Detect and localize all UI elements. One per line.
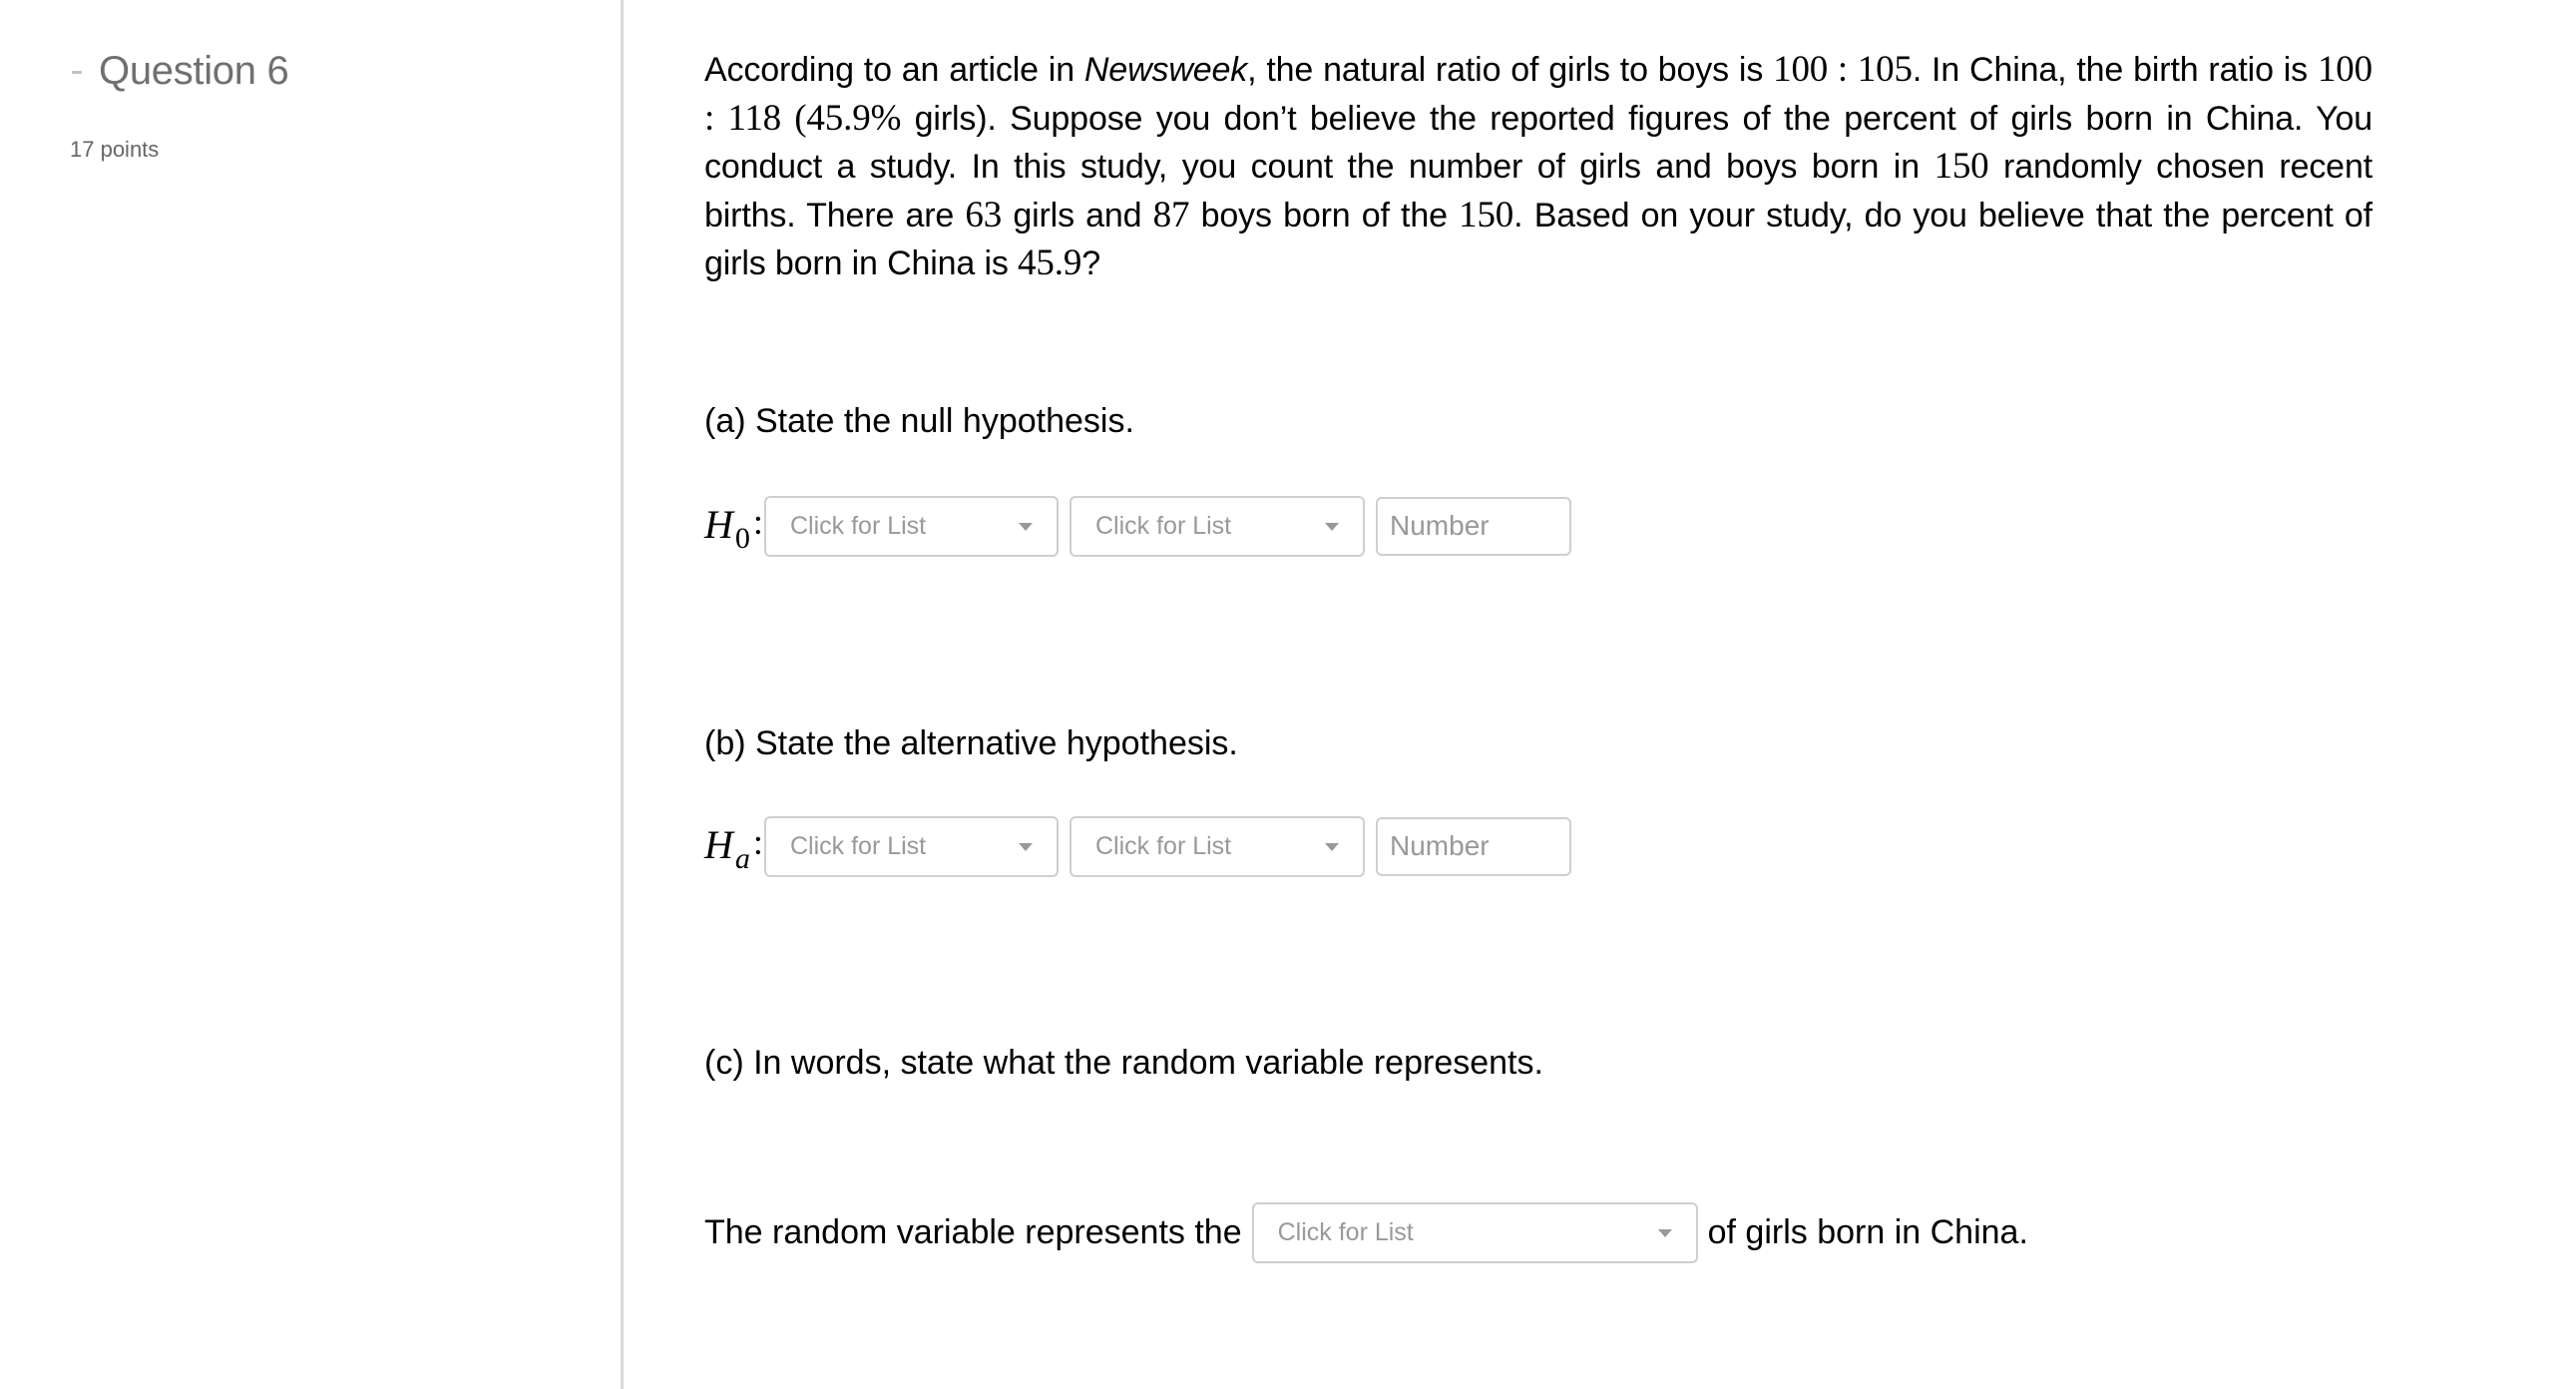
problem-text: . Based on your study, do you believe that the percent of girls born in China is [704,196,2372,282]
h-letter: H [704,821,733,867]
problem-text: girls and [1002,196,1153,234]
null-operator-dropdown[interactable] [1070,496,1365,557]
sentence-before-text: The random variable represents the [704,1212,1242,1251]
problem-text: randomly chosen recent births. There are [704,148,2372,234]
chevron-down-icon [1325,843,1339,851]
h-subscript: a [734,841,750,875]
alternative-operator-dropdown[interactable] [1070,816,1365,877]
alternative-value-number-input[interactable] [1376,817,1571,876]
problem-text: , the natural ratio of girls to boys is [1247,51,1774,89]
dropdown-placeholder: Click for List [790,511,927,540]
question-title: Question 6 [99,49,289,93]
null-hypothesis-row [704,495,1571,557]
part-b-prompt: (b) State the alternative hypothesis. [704,724,1238,762]
math-china-ratio: 100 : 118 (45.9% [704,49,2373,139]
minus-dash-icon[interactable] [72,71,82,74]
sidebar-divider [621,0,624,1389]
chevron-down-icon [1658,1229,1672,1237]
math-natural-ratio: 100 : 105 [1773,49,1913,90]
problem-text: girls). Suppose you don’t believe the reported figures of the percent of girls born in China. You conduct a study. In this study, you count the number of girls and boys born in [704,99,2373,186]
math-sample-size: 150 [1933,146,1989,187]
part-a-prompt: (a) State the null hypothesis. [704,402,1134,440]
problem-text: boys born of the [1189,196,1460,234]
alternative-hypothesis-row [704,815,1571,877]
h-letter: H [704,501,733,547]
chevron-down-icon [1325,523,1339,531]
random-variable-dropdown[interactable] [1252,1202,1698,1263]
null-parameter-dropdown[interactable] [764,496,1059,557]
math-girls-count: 63 [965,194,1003,235]
question-sidebar [0,0,622,1389]
magazine-name: Newsweek [1083,51,1248,89]
chevron-down-icon [1019,523,1033,531]
alternative-hypothesis-symbol [704,821,764,875]
colon: : [752,821,763,862]
h-subscript: 0 [734,521,750,555]
part-c-prompt: (c) In words, state what the random variable represents. [704,1044,1543,1082]
dropdown-placeholder: Click for List [1277,1217,1414,1246]
sentence-after-text: of girls born in China. [1707,1212,2028,1251]
problem-statement [704,46,2372,288]
problem-text: ? [1081,244,1100,282]
problem-text: According to an article in [704,51,1084,89]
colon: : [752,501,763,542]
random-variable-sentence [704,1201,2028,1263]
question-points: 17 points [70,137,160,162]
null-hypothesis-symbol [704,501,764,555]
math-boys-count: 87 [1152,194,1190,235]
null-value-number-input[interactable] [1376,497,1571,556]
alternative-parameter-dropdown[interactable] [764,816,1059,877]
chevron-down-icon [1019,843,1033,851]
question-header-toggle[interactable] [72,46,288,96]
problem-text: . In China, the birth ratio is [1912,51,2318,89]
dropdown-placeholder: Click for List [1095,831,1232,860]
math-total-births: 150 [1459,194,1514,235]
math-claimed-percent: 45.9 [1018,242,1082,283]
dropdown-placeholder: Click for List [1095,511,1232,540]
dropdown-placeholder: Click for List [790,831,927,860]
